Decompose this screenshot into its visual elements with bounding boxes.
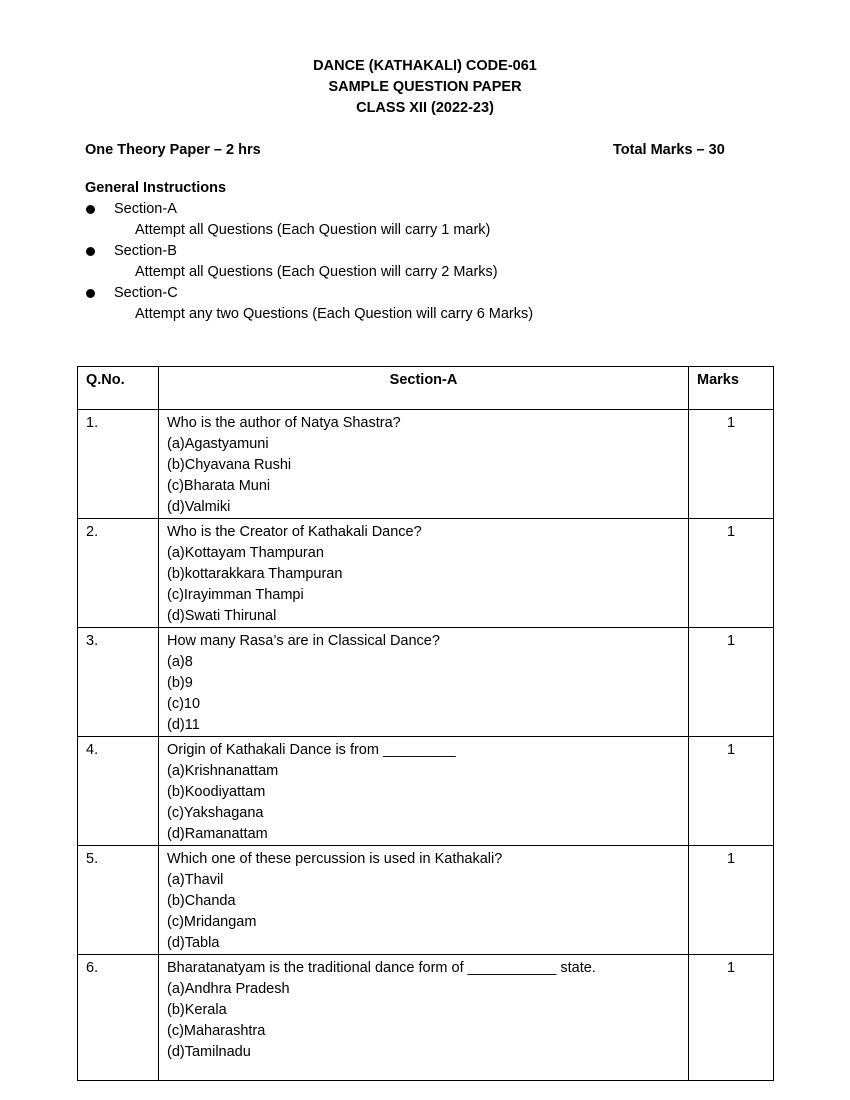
total-marks: Total Marks – 30 xyxy=(613,142,725,158)
option: (d)Ramanattam xyxy=(167,826,268,842)
bullet-icon xyxy=(86,289,95,298)
question-text: Who is the Creator of Kathakali Dance? xyxy=(167,524,422,540)
option: (d)Swati Thirunal xyxy=(167,608,277,624)
table-row xyxy=(78,410,774,519)
option: (a)Thavil xyxy=(167,872,224,888)
option: (b)Chyavana Rushi xyxy=(167,457,292,473)
instructions-heading: General Instructions xyxy=(85,180,227,196)
paper-subtitle: SAMPLE QUESTION PAPER xyxy=(328,79,522,95)
question-number: 3. xyxy=(78,628,159,737)
option: (c)Mridangam xyxy=(167,914,257,930)
question-number: 5. xyxy=(78,846,159,955)
option: (c)Irayimman Thampi xyxy=(167,587,304,603)
question-number: 1. xyxy=(78,410,159,519)
instruction-section: Section-A xyxy=(114,201,177,217)
question-cell xyxy=(159,846,689,955)
header-marks: Marks xyxy=(689,367,774,410)
question-cell xyxy=(159,519,689,628)
instruction-text: Attempt any two Questions (Each Question will carry 6 Marks) xyxy=(135,306,534,322)
option: (b)Koodiyattam xyxy=(167,784,266,800)
option: (a)8 xyxy=(167,654,193,670)
header-section: Section-A xyxy=(159,367,689,410)
header-qno: Q.No. xyxy=(78,367,159,410)
question-marks: 1 xyxy=(689,846,774,955)
option: (c)Yakshagana xyxy=(167,805,264,821)
instruction-text: Attempt all Questions (Each Question will carry 2 Marks) xyxy=(135,264,498,280)
option: (a)Andhra Pradesh xyxy=(167,981,290,997)
question-marks: 1 xyxy=(689,628,774,737)
table-row xyxy=(78,846,774,955)
duration: One Theory Paper – 2 hrs xyxy=(85,142,261,158)
question-text: How many Rasa’s are in Classical Dance? xyxy=(167,633,440,649)
question-table xyxy=(77,366,774,1081)
instruction-section: Section-B xyxy=(114,243,177,259)
option: (d)11 xyxy=(167,717,200,733)
question-number: 6. xyxy=(78,955,159,1081)
question-text: Origin of Kathakali Dance is from _________ xyxy=(167,742,456,758)
question-marks: 1 xyxy=(689,519,774,628)
bullet-icon xyxy=(86,247,95,256)
table-row xyxy=(78,737,774,846)
table-row xyxy=(78,955,774,1081)
option: (b)9 xyxy=(167,675,193,691)
option: (c)Maharashtra xyxy=(167,1023,266,1039)
table-header-row xyxy=(78,367,774,410)
option: (d)Valmiki xyxy=(167,499,231,515)
question-text: Who is the author of Natya Shastra? xyxy=(167,415,401,431)
question-number: 2. xyxy=(78,519,159,628)
option: (d)Tamilnadu xyxy=(167,1044,251,1060)
question-cell xyxy=(159,737,689,846)
paper-title: DANCE (KATHAKALI) CODE-061 xyxy=(313,58,537,74)
question-marks: 1 xyxy=(689,410,774,519)
option: (d)Tabla xyxy=(167,935,220,951)
instruction-text: Attempt all Questions (Each Question will carry 1 mark) xyxy=(135,222,491,238)
table-row xyxy=(78,519,774,628)
option: (a)Krishnanattam xyxy=(167,763,279,779)
question-cell xyxy=(159,410,689,519)
table-row xyxy=(78,628,774,737)
question-text: Which one of these percussion is used in Kathakali? xyxy=(167,851,503,867)
question-marks: 1 xyxy=(689,955,774,1081)
question-cell xyxy=(159,628,689,737)
instruction-section: Section-C xyxy=(114,285,178,301)
question-cell xyxy=(159,955,689,1081)
option: (a)Agastyamuni xyxy=(167,436,269,452)
option: (b)Kerala xyxy=(167,1002,227,1018)
option: (b)Chanda xyxy=(167,893,236,909)
question-text: Bharatanatyam is the traditional dance form of ___________ state. xyxy=(167,960,596,976)
question-number: 4. xyxy=(78,737,159,846)
option: (a)Kottayam Thampuran xyxy=(167,545,324,561)
option: (b)kottarakkara Thampuran xyxy=(167,566,343,582)
paper-class: CLASS XII (2022-23) xyxy=(356,100,494,116)
bullet-icon xyxy=(86,205,95,214)
option: (c)10 xyxy=(167,696,201,712)
option: (c)Bharata Muni xyxy=(167,478,271,494)
question-marks: 1 xyxy=(689,737,774,846)
